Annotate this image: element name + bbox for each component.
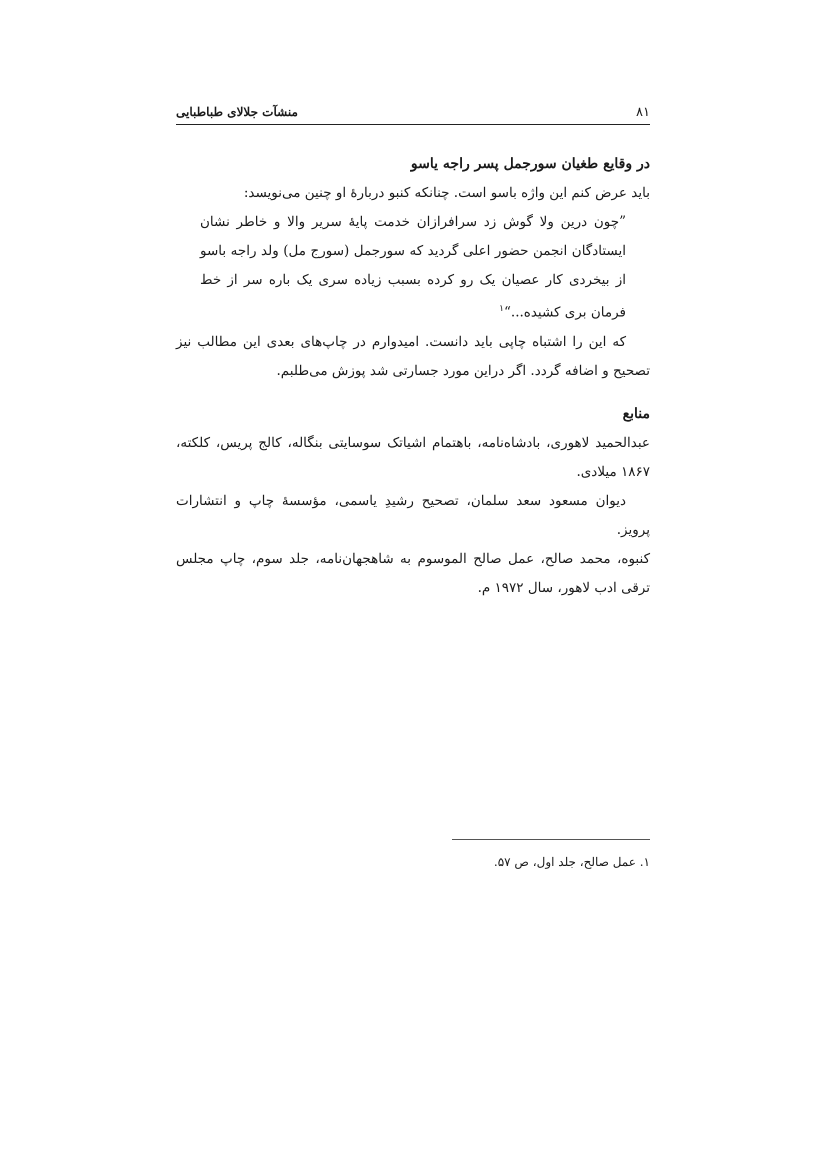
reference-entry: عبدالحمید لاهوری، بادشاه‌نامه، باهتمام اشیاتک سوسایتی بنگاله، کالج پریس، کلکته، ۱۸۶۷ میلادی. xyxy=(176,434,650,480)
footnote: ۱. عمل صالح، جلد اول، ص ۵۷. xyxy=(493,855,650,869)
footnote-rule xyxy=(452,839,650,840)
reference-entry: کنبوه، محمد صالح، عمل صالح الموسوم به شاهجهان‌نامه، جلد سوم، چاپ مجلس ترقی ادب لاهور، سال ۱۹۷۲ م. xyxy=(176,550,650,596)
footnote-marker: ۱ xyxy=(499,304,504,314)
quotation-text: ”چون درین ولا گوش زد سرافرازان خدمت پایهٔ سریر والا و خاطر نشان ایستادگان انجمن حضور اعلی گردید که سورجمل (سورج مل) ولد راجه باسو از بیخردی کار عصیان یک رو کرده بسبب زیاده سری یک باره سر از خط فرمان بری کشیده...“ xyxy=(200,214,626,321)
document-page xyxy=(176,0,650,1169)
header-rule xyxy=(176,124,650,125)
body-text xyxy=(176,150,650,603)
spacer xyxy=(176,386,650,400)
reference-entry: دیوان مسعود سعد سلمان، تصحیح رشیدِ یاسمی، مؤسسهٔ چاپ و انتشارات پرویز. xyxy=(176,492,650,538)
section-heading: در وقایع طغیان سورجمل پسر راجه یاسو xyxy=(410,156,650,172)
closing-paragraph: که این را اشتباه چاپی باید دانست. امیدوارم در چاپ‌های بعدی این مطالب نیز تصحیح و اضافه گردد. اگر دراین مورد جسارتی شد پوزش می‌طلبم. xyxy=(176,333,650,379)
page-number: ۸۱ xyxy=(636,105,650,120)
references-heading: منابع xyxy=(622,405,650,422)
quotation xyxy=(176,208,650,328)
book-title: منشآت جلالای طباطبایی xyxy=(176,105,298,119)
running-header xyxy=(176,101,650,123)
intro-paragraph: باید عرض کنم این واژه باسو است. چنانکه کنبو دربارهٔ او چنین می‌نویسد: xyxy=(243,185,650,201)
